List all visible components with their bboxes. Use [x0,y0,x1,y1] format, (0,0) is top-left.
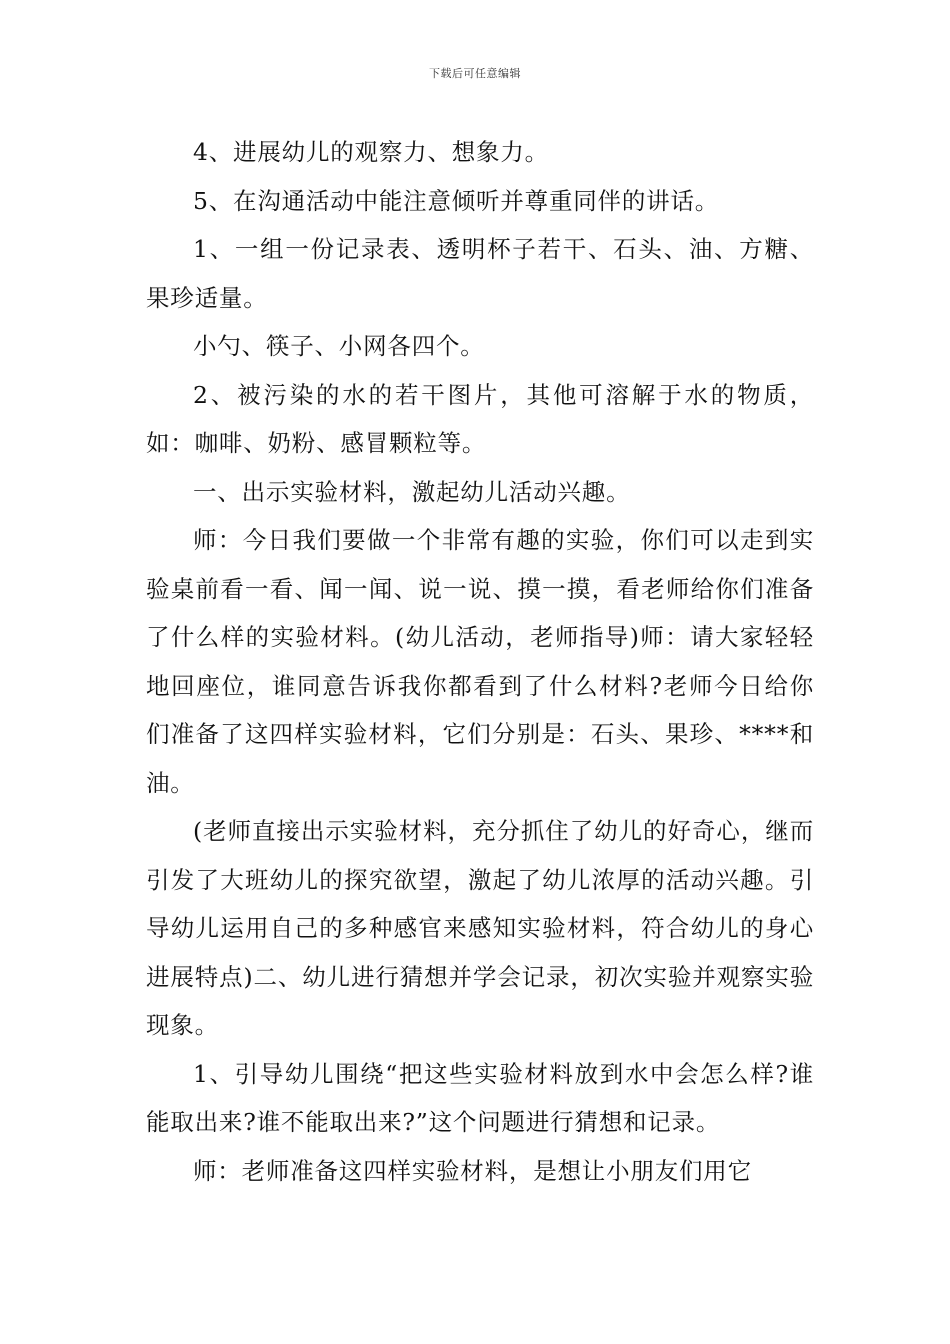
page-header: 下载后可任意编辑 [429,67,521,80]
paragraph: 一、出示实验材料，激起幼儿活动兴趣。 [193,477,631,506]
paragraph: 5、在沟通活动中能注意倾听并尊重同伴的讲话。 [193,186,720,215]
paragraph: 1、引导幼儿围绕“把这些实验材料放到水中会怎么样?谁能取出来?谁不能取出来?”这个问题进行猜想和记录。 [146,1059,814,1136]
paragraph: 2、被污染的水的若干图片，其他可溶解于水的物质，如：咖啡、奶粉、感冒颗粒等。 [146,380,814,457]
paragraph: 小勺、筷子、小网各四个。 [193,332,485,360]
paragraph: 师：今日我们要做一个非常有趣的实验，你们可以走到实验桌前看一看、闻一闻、说一说、摸一摸，看老师给你们准备了什么样的实验材料。(幼儿活动，老师指导)师：请大家轻轻地回座位，谁同意告诉我你都看到了什么材料?老师今日给你们准备了这四样实验材料，它们分别是：石头、果珍、****和油。 [146,526,814,797]
paragraph: 1、一组一份记录表、透明杯子若干、石头、油、方糖、果珍适量。 [146,235,814,312]
paragraph: (老师直接出示实验材料，充分抓住了幼儿的好奇心，继而引发了大班幼儿的探究欲望，激起了幼儿浓厚的活动兴趣。引导幼儿运用自己的多种感官来感知实验材料，符合幼儿的身心进展特点)二、幼儿进行猜想并学会记录，初次实验并观察实验现象。 [146,817,814,1039]
paragraph: 4、进展幼儿的观察力、想象力。 [193,138,549,166]
paragraph: 师：老师准备这四样实验材料，是想让小朋友们用它 [193,1156,752,1185]
document-body [146,128,814,1195]
